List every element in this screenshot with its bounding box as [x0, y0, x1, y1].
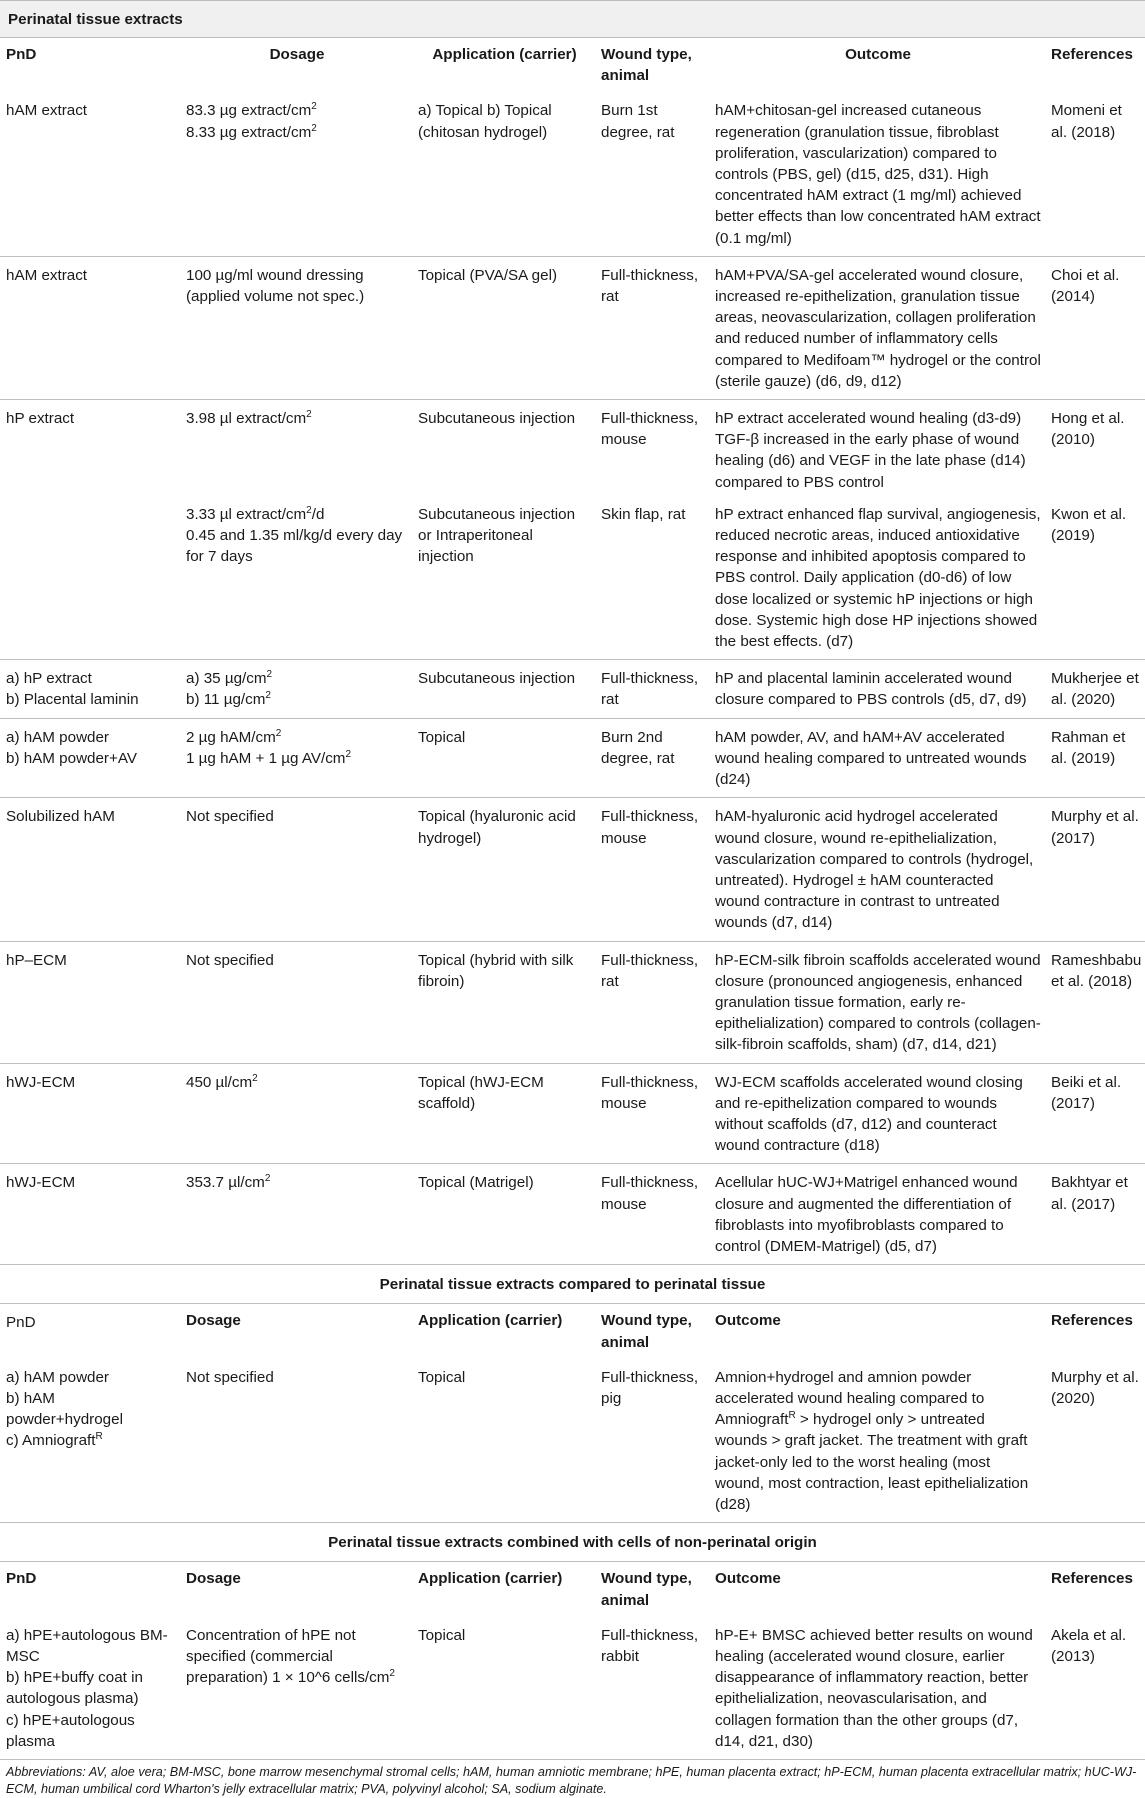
cell-reference: Kwon et al. (2019) [1045, 500, 1145, 660]
table-header-row [0, 38, 1145, 92]
cell-pnd: hAM extract [0, 92, 180, 256]
cell-reference: Bakhtyar et al. (2017) [1045, 1164, 1145, 1265]
cell-application: Topical (Matrigel) [412, 1164, 595, 1265]
header-pnd: PnD [6, 1314, 36, 1332]
table-row [0, 660, 1145, 718]
header-references: References [1051, 46, 1133, 63]
cell-outcome: hP-E+ BMSC achieved better results on wound healing (accelerated wound closure, earlier disappearance of inflammatory reaction, better epithelialization, neovascularisation, and collagen formation than the other groups (d7, d14, d21, d30) [715, 1626, 1033, 1750]
cell-outcome: hAM+chitosan-gel increased cutaneous regeneration (granulation tissue, fibroblast proliferation, vascularization) compared to controls (PBS, gel) (d15, d25, d31). High concentrated hAM extract (1 mg/ml) achieved better effects than low concentrated hAM extract (0.1 mg/ml) [709, 92, 1045, 256]
cell-application: Subcutaneous injection [418, 410, 576, 428]
abbreviations-footnote: Abbreviations: AV, aloe vera; BM-MSC, bone marrow mesenchymal stromal cells; hAM, human amniotic membrane; hPE, human placenta extract; hP-ECM, human placenta extracellular matrix; hUC-WJ-ECM, human umbilical cord Wharton's jelly extracellular matrix; PVA, polyvinyl alcohol; SA, sodium alginate. [0, 1759, 1145, 1798]
cell-pnd: a) hAM powder b) hAM powder+AV [0, 718, 180, 798]
header-application: Application (carrier) [432, 46, 577, 63]
cell-pnd [0, 500, 180, 660]
cell-wound-type: Full-thickness, pig [595, 1359, 709, 1523]
cell-application: Topical (hyaluronic acid hydrogel) [412, 798, 595, 941]
cell-wound-type: Full-thickness, mouse [595, 1164, 709, 1265]
cell-application: Topical [412, 718, 595, 798]
cell-application: Topical (PVA/SA gel) [412, 256, 595, 399]
table-row [0, 1617, 1145, 1759]
cell-outcome: WJ-ECM scaffolds accelerated wound closing and re-epithelization compared to wounds without scaffolds (d7, d12) and counteract wound contracture (d18) [709, 1063, 1045, 1164]
cell-dosage: 100 µg/ml wound dressing (applied volume not spec.) [180, 256, 412, 399]
header-outcome: Outcome [715, 1570, 781, 1588]
cell-outcome: hAM powder, AV, and hAM+AV accelerated wound healing compared to untreated wounds (d24) [709, 718, 1045, 798]
cell-dosage: Concentration of hPE not specified (commercial preparation) 1 × 10^6 cells/$cm^2$ [186, 1626, 395, 1687]
cell-pnd: hWJ-ECM [0, 1063, 180, 1164]
header-references: References [1051, 1570, 1133, 1588]
cell-application: Topical [418, 1626, 466, 1644]
header-pnd: PnD [6, 46, 37, 63]
header-outcome: Outcome [845, 46, 911, 63]
table-row [0, 798, 1145, 941]
cell-application: Topical [412, 1359, 595, 1523]
cell-application: Subcutaneous injection [412, 660, 595, 718]
cell-reference: Mukherjee et al. (2020) [1045, 660, 1145, 718]
cell-dosage: 3.98 µl extract/$cm^2$ [186, 408, 312, 428]
cell-pnd: Solubilized hAM [0, 798, 180, 941]
cell-wound-type: Full-thickness, mouse [595, 1063, 709, 1164]
cell-reference: Momeni et al. (2018) [1045, 92, 1145, 256]
cell-dosage: 3.33 µl extract/$cm^2/d$ 0.45 and 1.35 ml/kg/d every day for 7 days [180, 500, 412, 660]
header-dosage: Dosage [186, 1570, 241, 1588]
cell-reference: Hong et al. (2010) [1051, 410, 1125, 449]
cell-dosage: 83.3 µg extract/$cm^2$ 8.33 µg extract/$cm^2$ [180, 92, 412, 256]
cell-wound-type: Full-thickness, rat [595, 941, 709, 1063]
cell-outcome: hAM-hyaluronic acid hydrogel accelerated wound closure, wound re-epithelialization, vascularization compared to controls (hydrogel, untreated). Hydrogel ± hAM counteracted wound contracture in contrast to untreated wounds (d7, d14) [709, 798, 1045, 941]
cell-pnd: hP–ECM [0, 941, 180, 1063]
cell-outcome: hAM+PVA/SA-gel accelerated wound closure, increased re-epithelization, granulation tissue areas, neovascularization, collagen proliferation and reduced number of inflammatory cells compared to Medifoam™ hydrogel or the control (sterile gauze) (d6, d9, d12) [709, 256, 1045, 399]
table-row [0, 92, 1145, 256]
header-application: Application (carrier) [418, 1570, 563, 1588]
cell-reference: Choi et al. (2014) [1045, 256, 1145, 399]
section-title-combined: Perinatal tissue extracts combined with cells of non-perinatal origin [0, 1523, 1145, 1562]
section-title-compared: Perinatal tissue extracts compared to perinatal tissue [0, 1265, 1145, 1304]
cell-outcome: hP extract enhanced flap survival, angiogenesis, reduced necrotic areas, induced antioxidative response and inhibited apoptosis compared to PBS control. Daily application (d0-d6) of low dose localized or systemic hP injections or high dose. Systemic high dose HP injections showed the best effects. (d7) [709, 500, 1045, 660]
cell-dosage: 2 µg hAM/$cm^2$ 1 µg hAM + 1 µg $AV/cm^2$ [180, 718, 412, 798]
table-row [0, 718, 1145, 798]
cell-wound-type: Full-thickness, rat [595, 660, 709, 718]
table-section-1 [0, 38, 1145, 1265]
table-row [0, 256, 1145, 399]
cell-application: Topical (hybrid with silk fibroin) [412, 941, 595, 1063]
cell-wound-type: Skin flap, rat [595, 500, 709, 660]
cell-wound-type: Full-thickness, rabbit [601, 1626, 699, 1665]
table-row [0, 1063, 1145, 1164]
cell-pnd: hAM extract [0, 256, 180, 399]
table-row [0, 400, 1145, 500]
header-wound-type: Wound type, animal [601, 1570, 692, 1609]
table-row [0, 500, 1145, 660]
cell-reference: Akela et al. (2013) [1051, 1626, 1127, 1665]
cell-pnd: hP extract [6, 410, 75, 428]
header-references: References [1051, 1312, 1133, 1330]
table-row [0, 1164, 1145, 1265]
cell-dosage: Not specified [180, 941, 412, 1063]
cell-dosage: Not specified [180, 798, 412, 941]
cell-pnd: a) hAM powder b) hAM powder+hydrogel c) Amniograft$^R$ [0, 1359, 180, 1523]
cell-pnd: a) hPE+autologous BM-MSC b) hPE+buffy coat in autologous plasma) c) hPE+autologous plasma [6, 1626, 168, 1750]
cell-wound-type: Burn 1st degree, rat [595, 92, 709, 256]
cell-outcome: Acellular hUC-WJ+Matrigel enhanced wound closure and augmented the differentiation of fibroblasts into myofibroblasts compared to control (DMEM-Matrigel) (d5, d7) [709, 1164, 1045, 1265]
cell-pnd: hWJ-ECM [0, 1164, 180, 1265]
cell-dosage: 450 $\mu l/cm^2$ [180, 1063, 412, 1164]
cell-wound-type: Full-thickness, mouse [601, 410, 699, 449]
cell-wound-type: Full-thickness, rat [595, 256, 709, 399]
cell-reference: Rahman et al. (2019) [1045, 718, 1145, 798]
cell-wound-type: Full-thickness, mouse [595, 798, 709, 941]
table-row [0, 1359, 1145, 1523]
cell-reference: Murphy et al. (2020) [1045, 1359, 1145, 1523]
table-section-3 [0, 1562, 1145, 1759]
header-application: Application (carrier) [418, 1312, 563, 1330]
table-row [0, 941, 1145, 1063]
cell-reference: Murphy et al. (2017) [1045, 798, 1145, 941]
cell-reference: Beiki et al. (2017) [1045, 1063, 1145, 1164]
table-section-2 [0, 1304, 1145, 1523]
header-wound-type: Wound type, animal [601, 46, 692, 85]
cell-dosage: a) 35 $\mu g/cm^2$ b) 11 $\mu g/cm^2$ [180, 660, 412, 718]
cell-dosage: Not specified [180, 1359, 412, 1523]
cell-application: a) Topical b) Topical (chitosan hydrogel) [412, 92, 595, 256]
table-header-row [0, 1562, 1145, 1616]
cell-application: Topical (hWJ-ECM scaffold) [412, 1063, 595, 1164]
cell-outcome: hP extract accelerated wound healing (d3-d9) TGF-β increased in the early phase of wound healing (d6) and VEGF in the late phase (d14) compared to PBS control [715, 410, 1026, 491]
header-pnd: PnD [6, 1570, 37, 1588]
cell-wound-type: Burn 2nd degree, rat [595, 718, 709, 798]
section-title-perinatal-extracts: Perinatal tissue extracts [0, 0, 1145, 38]
table-header-row [0, 1304, 1145, 1358]
cell-pnd: a) hP extract b) Placental laminin [0, 660, 180, 718]
cell-reference: Rameshbabu et al. (2018) [1045, 941, 1145, 1063]
header-dosage: Dosage [186, 1312, 241, 1330]
header-outcome: Outcome [715, 1312, 781, 1330]
cell-application: Subcutaneous injection or Intraperitoneal injection [412, 500, 595, 660]
cell-outcome: hP-ECM-silk fibroin scaffolds accelerated wound closure (pronounced angiogenesis, enhanced granulation tissue formation, early re-epithelialization) compared to controls (collagen-silk-fibroin scaffolds, sham) (d7, d14, d21) [709, 941, 1045, 1063]
cell-outcome: Amnion+hydrogel and amnion powder accelerated wound healing compared to Amniograft$^R$ > hydrogel only > untreated wounds > graft jacket. The treatment with graft jacket-only led to the worst healing (most wound, most contraction, least epithelialization (d28) [709, 1359, 1045, 1523]
header-dosage: Dosage [269, 46, 325, 63]
header-wound-type: Wound type, animal [601, 1312, 692, 1351]
cell-dosage: 353.7 $\mu l/cm^2$ [180, 1164, 412, 1265]
cell-outcome: hP and placental laminin accelerated wound closure compared to PBS controls (d5, d7, d9) [709, 660, 1045, 718]
